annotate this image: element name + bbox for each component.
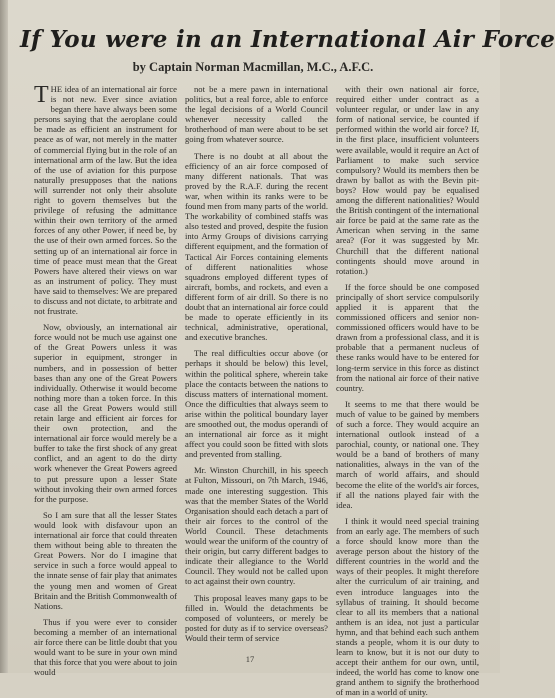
- page-spine-shadow: [0, 0, 8, 673]
- paragraph: THE idea of an international air force is not new. Ever since aviation began there have always been some persons saying that the aeroplane could be made as efficient an instrument for peace as of war, not merely in the matter of commercial flying but in the role of an international arm of the law. But the idea of the use of aviation for this purpose naturally presupposes that the nations will surrender not only their absolute right to govern themselves but the privilege of refusing the admittance within their own territory of the armed forces of any other Power, if need be, by the use of their own armed forces. So the setting up of an international air force in time of peace must mean that the Great Powers have altered their views on war as an instrument of policy. They must have said to themselves: We are prepared to discuss and not dictate, to arbitrate and not frustrate.: [34, 82, 177, 317]
- paragraph: Mr. Winston Churchill, in his speech at Fulton, Missouri, on 7th March, 1946, made one interesting suggestion. This was that the member States of the World Organisation should each detach a part of their air forces to the control of the World Council. These detachments would wear the uniform of the country of their origin, but carry different badges to indicate their allegiance to the World Council. They would not be called upon to act against their own country.: [185, 465, 328, 587]
- article-byline: by Captain Norman Macmillan, M.C., A.F.C.: [132, 60, 374, 74]
- paragraph: I think it would need special training from an early age. The members of such a force should know more than the average person about the history of the different countries in the world and the ways of their peoples. It might therefore alter the curriculum of air training, and even introduce languages into the syllabus of training. It should become clear to all its members that a national anthem is an idea, not just a particular hymn, and that behind each such anthem stands a people, whom it is our duty to learn to know, but it is not our duty to accept their anthem for our own, until, indeed, the world has come to know one grand anthem to signify the brotherhood of man in a world of unity.: [336, 515, 479, 698]
- paragraph: Thus if you were ever to consider becoming a member of an international air force there can be little doubt that you would want to be sure in your own mind that this force that you were about to join would: [34, 616, 177, 678]
- paragraph: There is no doubt at all about the efficiency of an air force composed of many different nationals. That was proved by the R.A.F. during the recent war, when within its ranks were to be found men from many parts of the world. The workability of combined staffs was also tested and proved, despite the fusion into Army Groups of divisions carrying different equipment, and the formation of Tactical Air Forces containing elements of different nationalities whose squadrons employed different types of aircraft, bombs, and rockets, and even a different form of air drill. So there is no doubt that an international air force could be made to operate efficiently in its technical, administrative, operational, and executive branches.: [185, 150, 328, 343]
- paragraph: It seems to me that there would be much of value to be gained by members of such a force. They would acquire an international outlook instead of a parochial, county, or national one. They would be a band of brothers of many nationalities, always in the van of the march of world affairs, and should become the elite of the world's air forces, if all the nations played fair with the idea.: [336, 398, 479, 510]
- paragraph: Now, obviously, an international air force would not be much use against one of the Great Powers unless it was superior in equipment, stronger in numbers, and in possession of better bases than any one of the Great Powers individually. Otherwise it would become nothing more than a token force. In this case all the Great Powers would still retain large and efficient air forces for their own protection, and the international air force would merely be a buffer to take the first shock of any great conflict, and an agent to do the dirty work whenever the Great Powers agreed to put pressure upon a lesser State without invoking their own armed forces for the purpose.: [34, 322, 177, 504]
- column-2: [185, 84, 328, 644]
- column-3: [336, 84, 479, 698]
- column-1: [34, 82, 177, 678]
- paragraph: The real difficulties occur above (or perhaps it should be below) this level, within the political sphere, wherein take place the contacts between the nations to discuss matters of international moment. Once the difficulties that always seem to arise within the political boundary layer are smoothed out, the modus operandi of an international air force as it might affect you could soon be fitted with slots and prevented from stalling.: [185, 348, 328, 460]
- paragraph: So I am sure that all the lesser States would look with disfavour upon an international air force that could threaten them without being able to threaten the Great Powers. Nor do I imagine that service in such a force would appeal to the innate sense of fair play that animates the young men and women of Great Britain and the British Commonwealth of Nations.: [34, 509, 177, 611]
- paragraph: If the force should be one composed principally of short service compulsorily applied it is apparent that the commissioned officers and senior non-commissioned officers would have to be drawn from a professional class, and it is probable that a permanent nucleus of these ranks would have to be entered for long-term service in this force as distinct from the national air force of their native country.: [336, 281, 479, 393]
- paragraph: This proposal leaves many gaps to be filled in. Would the detachments be composed of volunteers, or merely be posted for duty as if to service overseas? Would their term of service: [185, 592, 328, 643]
- article-title: If You were in an International Air Force: [20, 26, 555, 53]
- paragraph: not be a mere pawn in international politics, but a real force, able to enforce the legal decisions of a World Council whenever necessity called the brotherhood of man were about to be set going from whatever source.: [185, 84, 328, 145]
- page-number: 17: [245, 654, 255, 664]
- paragraph: with their own national air force, required either under contract as a volunteer regular, or under law in any form of national service, be counted if performed within the world air force? If, in the first place, insufficient volunteers were available, would it require an Act of Parliament to make such service compulsory? Would its members then be drawn by ballot as with the Bevin pit-boys? How would pay be equalised among the different nationalities? Would the British contingent of the international air force be paid at the same rate as the American when serving in the same area? (For it was suggested by Mr. Churchill that the different national contingents should move around in rotation.): [336, 84, 479, 276]
